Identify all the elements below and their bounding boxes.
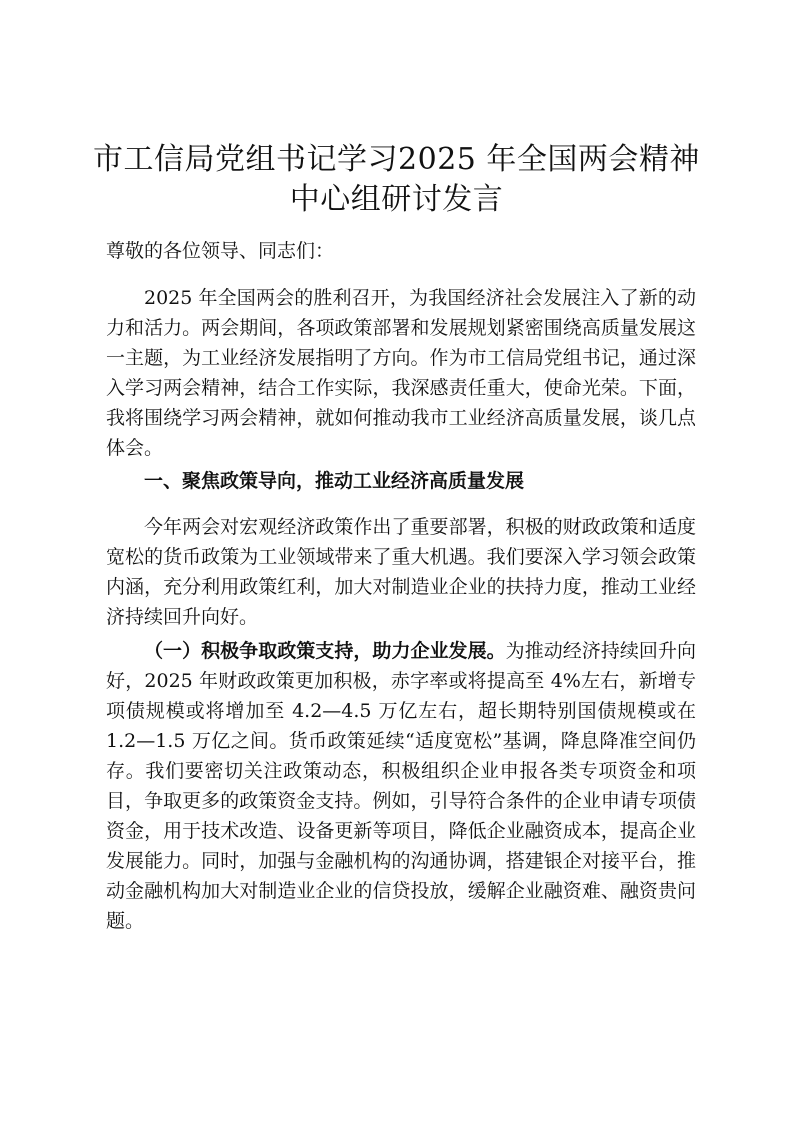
paragraph-subsection-1 xyxy=(106,636,696,936)
paragraph-section-1: 今年两会对宏观经济政策作出了重要部署，积极的财政政策和适度宽松的货币政策为工业领域带来了重大机遇。我们要深入学习领会政策内涵，充分利用政策红利，加大对制造业企业的扶持力度，推动工业经济持续回升向好。 xyxy=(106,516,696,628)
document-title-line-1: 市工信局党组书记学习2025 年全国两会精神 xyxy=(93,142,700,177)
section-heading-1: 一、聚焦政策导向，推动工业经济高质量发展 xyxy=(144,470,525,492)
paragraph-intro: 2025 年全国两会的胜利召开，为我国经济社会发展注入了新的动力和活力。两会期间，各项政策部署和发展规划紧密围绕高质量发展这一主题，为工业经济发展指明了方向。作为市工信局党组书记，通过深入学习两会精神，结合工作实际，我深感责任重大，使命光荣。下面，我将围绕学习两会精神，就如何推动我市工业经济高质量发展，谈几点体会。 xyxy=(106,287,696,459)
document-title-line-2: 中心组研讨发言 xyxy=(289,182,504,217)
subsection-1-body: 为推动经济持续回升向好，2025 年财政政策更加积极，赤字率或将提高至 4%左右，新增专项债规模或将增加至 4.2—4.5 万亿左右，超长期特别国债规模或在 1.2—1.5 万亿之间。货币政策延续“适度宽松”基调，降息降准空间仍存。我们要密切关注政策动态，积极组织企业申报各类专项资金和项目，争取更多的政策资金支持。例如，引导符合条件的企业申请专项债资金，用于技术改造、设备更新等项目，降低企业融资成本，提高企业发展能力。同时，加强与金融机构的沟通协调，搭建银企对接平台，推动金融机构加大对制造业企业的信贷投放，缓解企业融资难、融资贵问题。 xyxy=(106,640,696,932)
subsection-heading-1: （一）积极争取政策支持，助力企业发展。 xyxy=(144,640,506,662)
salutation: 尊敬的各位领导、同志们： xyxy=(106,240,335,262)
